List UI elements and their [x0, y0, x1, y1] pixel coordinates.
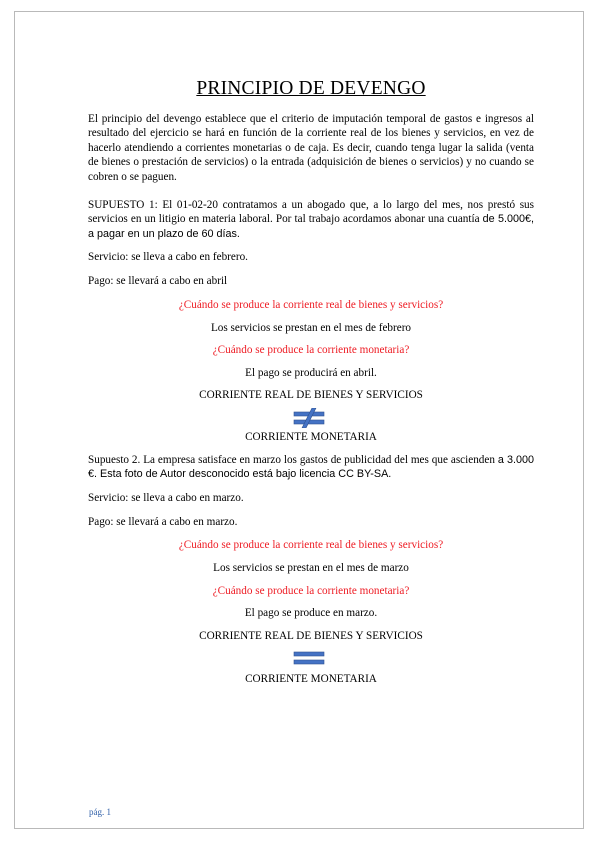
- supuesto2-pago: Pago: se llevará a cabo en marzo.: [88, 516, 238, 528]
- equal-icon: [293, 648, 325, 668]
- page-title: PRINCIPIO DE DEVENGO: [196, 78, 426, 99]
- supuesto1-paragraph: [88, 198, 534, 241]
- supuesto1-corriente-real: CORRIENTE REAL DE BIENES Y SERVICIOS: [199, 389, 423, 401]
- supuesto2-paragraph: [88, 453, 534, 482]
- supuesto1-pago: Pago: se llevará a cabo en abril: [88, 275, 228, 287]
- document-page: [14, 11, 584, 829]
- supuesto1-corriente-monetaria: CORRIENTE MONETARIA: [245, 431, 377, 443]
- supuesto1-text-tail: de 5.000€, a pagar en un plazo de 60 días.: [88, 213, 534, 240]
- page-number-footer: pág. 1: [89, 807, 111, 817]
- supuesto1-text: SUPUESTO 1: El 01-02-20 contratamos a un abogado que, a lo largo del mes, nos prestó sus servicios en un litigio en materia laboral. Por tal trabajo acordamos abonar una cuantía: [88, 199, 534, 226]
- supuesto1-answer-monetaria: El pago se producirá en abril.: [245, 367, 377, 379]
- supuesto2-corriente-monetaria: CORRIENTE MONETARIA: [245, 673, 377, 685]
- supuesto2-corriente-real: CORRIENTE REAL DE BIENES Y SERVICIOS: [199, 630, 423, 642]
- supuesto2-question-real: ¿Cuándo se produce la corriente real de bienes y servicios?: [178, 539, 444, 551]
- supuesto2-answer-real: Los servicios se prestan en el mes de marzo: [213, 562, 409, 574]
- supuesto2-text-tail: a 3.000 €. Esta foto de Autor desconocido está bajo licencia CC BY-SA.: [88, 454, 534, 481]
- supuesto1-question-monetaria: ¿Cuándo se produce la corriente monetaria?: [212, 344, 410, 356]
- supuesto2-servicio: Servicio: se lleva a cabo en marzo.: [88, 492, 244, 504]
- supuesto2-text: Supuesto 2. La empresa satisface en marzo los gastos de publicidad del mes que ascienden: [88, 454, 495, 466]
- supuesto2-question-monetaria: ¿Cuándo se produce la corriente monetaria?: [212, 585, 410, 597]
- intro-paragraph: El principio del devengo establece que el criterio de imputación temporal de gastos e ingresos al resultado del ejercicio se hará en función de la corriente real de los bienes y servicios, en vez de hacerlo atendiendo a corrientes monetarias o de caja. Es decir, cuando tenga lugar la salida (venta de bienes o prestación de servicios) o la entrada (adquisición de bienes o servicios) y no cuando se cobren o se paguen.: [88, 113, 534, 183]
- supuesto2-answer-monetaria: El pago se produce en marzo.: [244, 607, 378, 619]
- supuesto1-servicio: Servicio: se lleva a cabo en febrero.: [88, 251, 248, 263]
- supuesto1-answer-real: Los servicios se prestan en el mes de febrero: [210, 322, 412, 334]
- not-equal-icon: [293, 408, 325, 428]
- supuesto1-question-real: ¿Cuándo se produce la corriente real de bienes y servicios?: [178, 299, 444, 311]
